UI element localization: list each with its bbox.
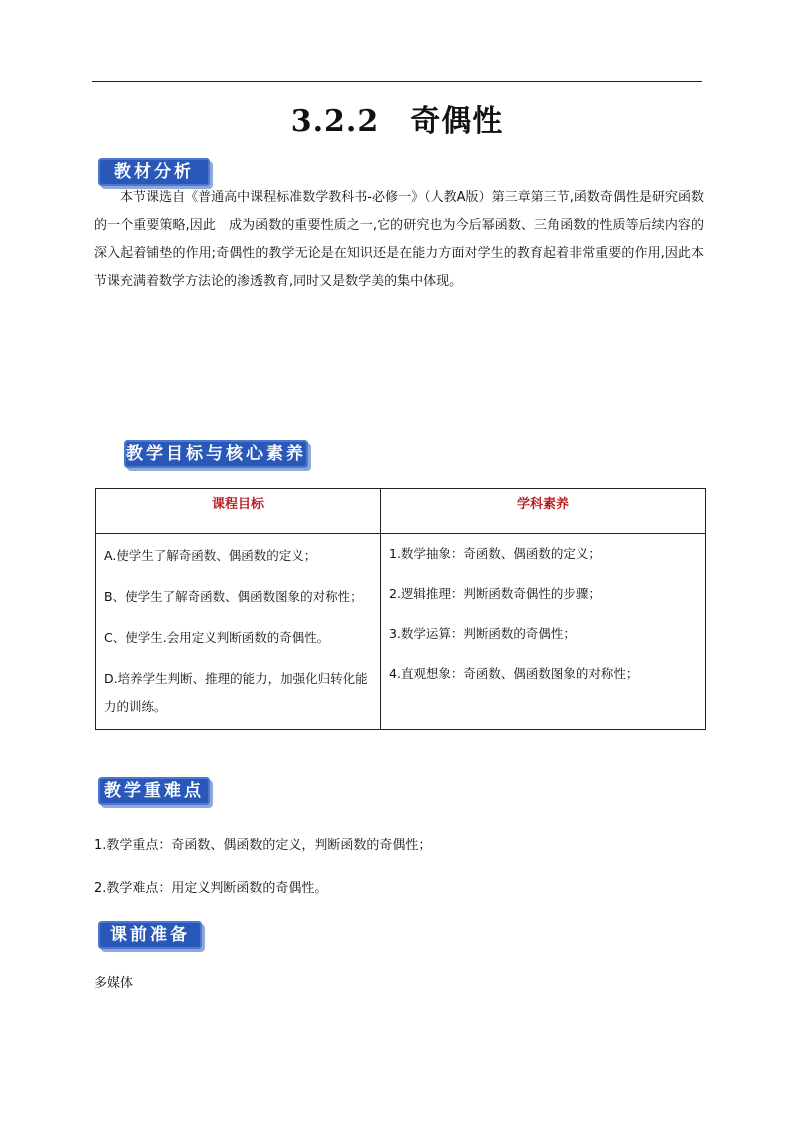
literacy-cell (381, 534, 706, 730)
goals-table (95, 488, 706, 730)
header-rule (92, 81, 702, 82)
key-point-item: 1.教学重点：奇函数、偶函数的定义，判断函数的奇偶性； (94, 838, 432, 853)
course-goal-item: C、使学生.会用定义判断函数的奇偶性。 (104, 630, 330, 645)
course-goal-item: A.使学生了解奇函数、偶函数的定义； (104, 548, 317, 563)
analysis-paragraph (94, 184, 704, 296)
course-goal-item: B、使学生了解奇函数、偶函数图象的对称性； (104, 589, 363, 604)
section-badge-key-points: 教学重难点 (98, 777, 210, 805)
section-badge-prep: 课前准备 (98, 921, 202, 949)
literacy-item: 2.逻辑推理：判断函数奇偶性的步骤； (389, 586, 601, 601)
goals-table-body-row (96, 534, 706, 730)
key-point-item: 2.教学难点：用定义判断函数的奇偶性。 (94, 881, 328, 896)
course-goals-cell (96, 534, 381, 730)
prep-text: 多媒体 (94, 976, 134, 991)
literacy-item: 1.数学抽象：奇函数、偶函数的定义； (389, 546, 601, 561)
goals-header-right: 学科素养 (381, 489, 706, 534)
section-badge-goals: 教学目标与核心素养 (124, 440, 308, 468)
analysis-text: 本节课选自《普通高中课程标准数学教科书-必修一》（人教A版）第三章第三节,函数奇偶性是研究函数的一个重要策略,因此 成为函数的重要性质之一,它的研究也为今后幂函数、三角函数的性质等后续内容的深入起着铺垫的作用;奇偶性的教学无论是在知识还是在能力方面对学生的教育起着非常重要的作用,因此本节课充满着数学方法论的渗透教育,同时又是数学美的集中体现。 (94, 190, 704, 289)
literacy-item: 4.直观想象：奇函数、偶函数图象的对称性； (389, 666, 639, 681)
goals-header-left: 课程目标 (96, 489, 381, 534)
literacy-item: 3.数学运算：判断函数的奇偶性； (389, 626, 576, 641)
goals-table-header-row (96, 489, 706, 534)
course-goal-item: D.培养学生判断、推理的能力，加强化归转化能力的训练。 (104, 671, 368, 714)
page-title: 3.2.2 奇偶性 (290, 104, 504, 139)
section-badge-analysis: 教材分析 (98, 158, 210, 186)
